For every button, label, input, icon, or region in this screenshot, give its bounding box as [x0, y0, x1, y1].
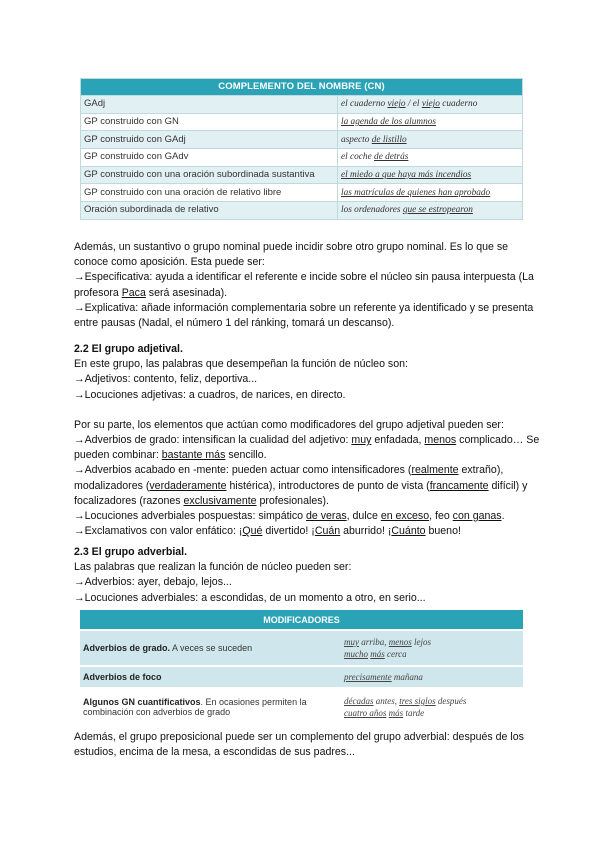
table-cell: la agenda de los alumnos	[338, 113, 523, 131]
modificadores-table	[80, 610, 523, 727]
table-cell: los ordenadores que se estropearon	[338, 202, 523, 220]
table-row	[81, 96, 523, 114]
table-cell: aspecto de listillo	[338, 131, 523, 149]
table-row	[80, 666, 523, 688]
list-item: →Adverbios: ayer, debajo, lejos...	[74, 576, 232, 589]
table-cell: GP construido con GAdv	[81, 149, 338, 167]
list-item: →Locuciones adjetivas: a cuadros, de narices, en directo.	[74, 388, 346, 401]
paragraph-text: Además, un sustantivo o grupo nominal puede incidir sobre otro grupo nominal. Es lo que se conoce como aposición. Esta puede ser:	[74, 241, 509, 269]
paragraph-text: Además, el grupo preposicional puede ser un complemento del grupo adverbial: después de los estudios, encima de la mesa, a escondidas de sus padres...	[74, 731, 524, 759]
paragraph-text: Por su parte, los elementos que actúan como modificadores del grupo adjetival pueden ser:	[74, 418, 504, 431]
table-cell: GP construido con GN	[81, 113, 338, 131]
table-cell: Adverbios de foco	[80, 666, 341, 688]
list-item: →Adverbios acabado en -mente: pueden actuar como intensificadores (realmente extraño), modalizadores (verdaderamente histérica), introductores de punto de vista (francamente difícil) y focalizadores (razones exclusivamente profesionales).	[74, 464, 528, 507]
list-item: →Adjetivos: contento, feliz, deportiva...	[74, 373, 258, 386]
table-cell: GAdj	[81, 96, 338, 114]
table-row	[81, 113, 523, 131]
table-row	[81, 184, 523, 202]
table-cell: GP construido con GAdj	[81, 131, 338, 149]
table-row	[80, 688, 523, 726]
table-row	[81, 131, 523, 149]
section-heading: 2.2 El grupo adjetival.	[74, 343, 183, 355]
closing-paragraph	[74, 730, 544, 760]
table-cell: muy arriba, menos lejos mucho más cerca	[341, 630, 523, 666]
table-cell: Adverbios de grado. A veces se suceden	[80, 630, 341, 666]
table-cell: GP construido con una oración subordinada sustantiva	[81, 166, 338, 184]
paragraph-text: En este grupo, las palabras que desempeñan la función de núcleo son:	[74, 358, 408, 371]
table-cell: el miedo a que haya más incendios	[338, 166, 523, 184]
table-cell: el cuaderno viejo / el viejo cuaderno	[338, 96, 523, 114]
table-cell: Oración subordinada de relativo	[81, 202, 338, 220]
list-item: →Exclamativos con valor enfático: ¡Qué divertido! ¡Cuán aburrido! ¡Cuánto bueno!	[74, 525, 461, 538]
section-heading: 2.3 El grupo adverbial.	[74, 546, 188, 558]
section-grupo-adjetival	[74, 342, 544, 539]
table-row	[81, 166, 523, 184]
complemento-nombre-table	[80, 78, 523, 220]
table-cell: décadas antes, tres siglos después cuatro años más tarde	[341, 688, 523, 726]
table-cell: Algunos GN cuantificativos. En ocasiones permiten la combinación con adverbios de grado	[80, 688, 341, 726]
paragraph-text: Las palabras que realizan la función de núcleo pueden ser:	[74, 561, 352, 574]
table-row	[81, 202, 523, 220]
paragraph-text: →Especificativa: ayuda a identificar el referente e incide sobre el núcleo sin pausa interpuesta (La profesora Paca será asesinada).	[74, 271, 534, 299]
section-grupo-adverbial	[74, 545, 544, 606]
table-cell: las matrículas de quienes han aprobado	[338, 184, 523, 202]
table-header: COMPLEMENTO DEL NOMBRE (CN)	[81, 79, 523, 96]
table-cell: el coche de detrás	[338, 149, 523, 167]
table-cell: precisamente mañana	[341, 666, 523, 688]
aposicion-paragraph	[74, 240, 544, 331]
table-header: MODIFICADORES	[80, 610, 523, 630]
table-row	[81, 149, 523, 167]
table-row	[80, 630, 523, 666]
paragraph-text: →Explicativa: añade información complementaria sobre un referente ya identificado y se presenta entre pausas (Nadal, el número 1 del ránking, tomará un descanso).	[74, 301, 534, 330]
list-item: →Locuciones adverbiales: a escondidas, de un momento a otro, en serio...	[74, 591, 426, 604]
list-item: →Locuciones adverbiales pospuestas: simpático de veras, dulce en exceso, feo con ganas.	[74, 510, 505, 523]
list-item: →Adverbios de grado: intensifican la cualidad del adjetivo: muy enfadada, menos complicado… Se pueden combinar: bastante más sencillo.	[74, 434, 540, 462]
table-cell: GP construido con una oración de relativo libre	[81, 184, 338, 202]
